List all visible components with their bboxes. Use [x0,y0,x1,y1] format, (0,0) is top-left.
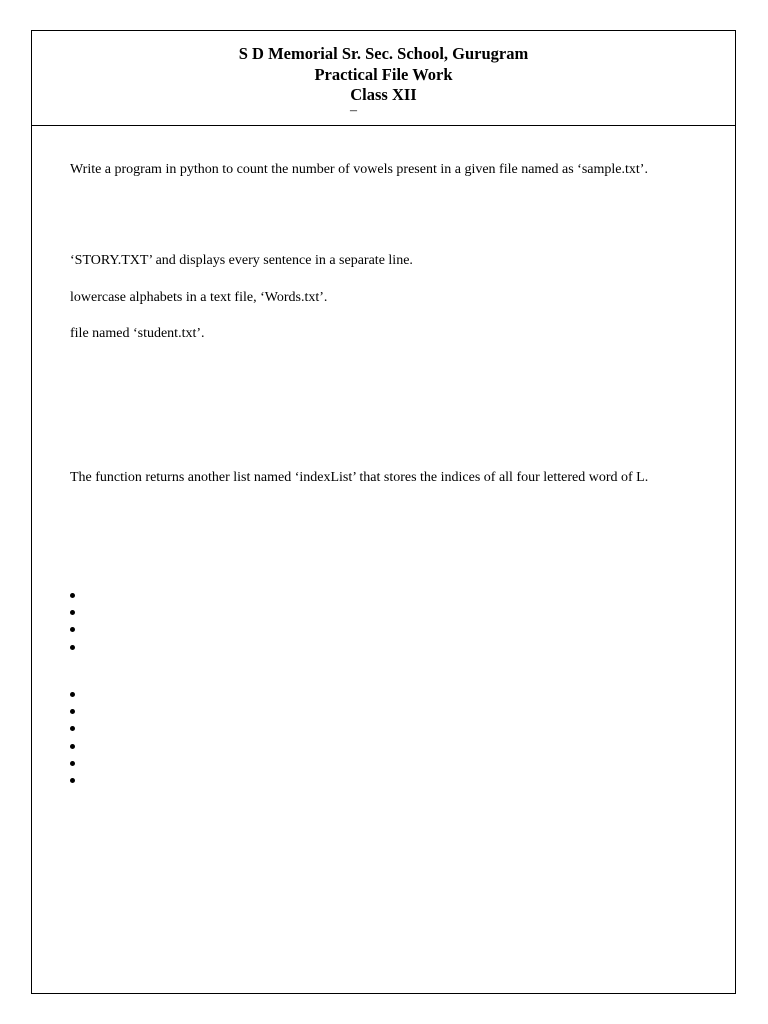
document-title: Practical File Work [314,65,453,84]
bullet-point [70,627,75,632]
bullet-point [70,726,75,731]
bullet-point [70,778,75,783]
bullet-point [70,709,75,714]
bullet-point [70,645,75,650]
question-text: lowercase alphabets in a text file, ‘Words.txt’. [70,290,328,305]
class-label: Class XII [350,85,417,104]
bullet-point [70,761,75,766]
school-name: S D Memorial Sr. Sec. School, Gurugram [238,44,529,63]
page-header [32,31,735,126]
header-dash: – [350,103,357,118]
bullet-point [70,593,75,598]
bullet-point [70,692,75,697]
page-frame [31,30,736,994]
question-text: Write a program in python to count the number of vowels present in a given file named as ‘sample.txt’. [70,162,648,177]
question-text: The function returns another list named ‘indexList’ that stores the indices of all four lettered word of L. [70,470,649,485]
bullet-point [70,610,75,615]
question-text: ‘STORY.TXT’ and displays every sentence in a separate line. [70,253,413,268]
bullet-point [70,744,75,749]
question-text: file named ‘student.txt’. [70,326,205,341]
